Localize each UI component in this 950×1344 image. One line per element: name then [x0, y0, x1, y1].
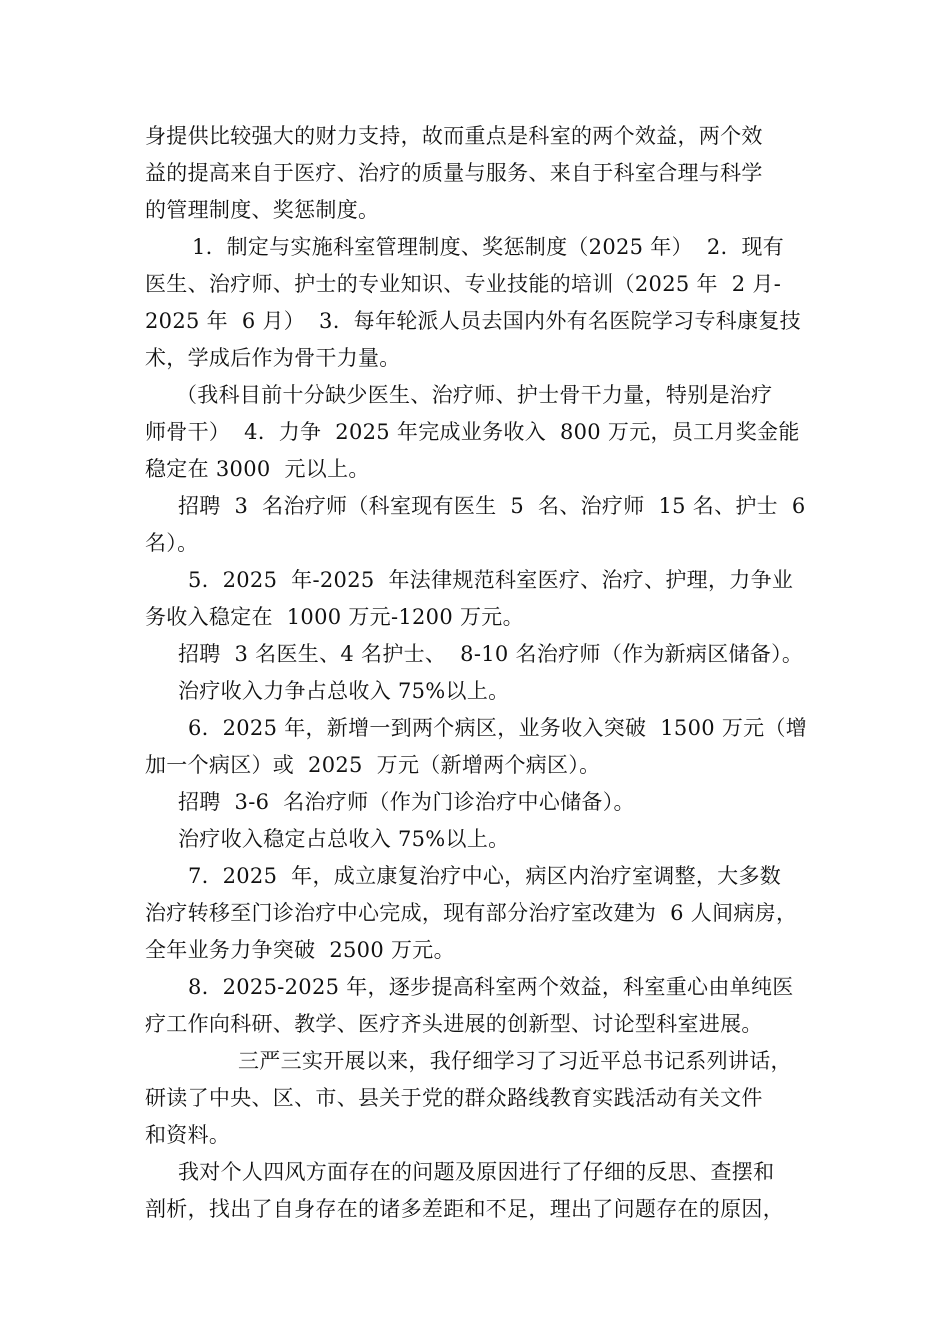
paragraph-line: 7. 2025 年，成立康复治疗中心，病区内治疗室调整，大多数	[188, 864, 782, 888]
paragraph-line: 疗工作向科研、教学、医疗齐头进展的创新型、讨论型科室进展。	[145, 1012, 763, 1036]
paragraph-line: 招聘 3-6 名治疗师（作为门诊治疗中心储备）。	[178, 790, 635, 814]
paragraph-line: 身提供比较强大的财力支持，故而重点是科室的两个效益，两个效	[145, 124, 763, 148]
paragraph-line: 8. 2025-2025 年，逐步提高科室两个效益，科室重心由单纯医	[188, 975, 794, 999]
paragraph-line: 术，学成后作为骨干力量。	[145, 346, 401, 370]
paragraph-line: 益的提高来自于医疗、治疗的质量与服务、来自于科室合理与科学	[145, 161, 763, 185]
paragraph-line: 和资料。	[145, 1123, 231, 1147]
paragraph-line: 稳定在 3000 元以上。	[145, 457, 370, 481]
paragraph-line: 2025 年 6 月） 3. 每年轮派人员去国内外有名医院学习专科康复技	[145, 309, 801, 333]
paragraph-line: 加一个病区）或 2025 万元（新增两个病区）。	[145, 753, 601, 777]
paragraph-line: 招聘 3 名医生、4 名护士、 8-10 名治疗师（作为新病区储备）。	[178, 642, 804, 666]
paragraph-line: 剖析，找出了自身存在的诸多差距和不足，理出了问题存在的原因，	[145, 1197, 784, 1221]
paragraph-line: 治疗收入力争占总收入 75%以上。	[178, 679, 510, 703]
paragraph-line: 名）。	[145, 531, 199, 555]
paragraph-line: （我科目前十分缺少医生、治疗师、护士骨干力量，特别是治疗	[176, 383, 773, 407]
paragraph-line: 我对个人四风方面存在的问题及原因进行了仔细的反思、查摆和	[178, 1160, 775, 1184]
paragraph-line: 治疗收入稳定占总收入 75%以上。	[178, 827, 510, 851]
paragraph-line: 务收入稳定在 1000 万元-1200 万元。	[145, 605, 524, 629]
paragraph-line: 研读了中央、区、市、县关于党的群众路线教育实践活动有关文件	[145, 1086, 763, 1110]
paragraph-line: 5. 2025 年-2025 年法律规范科室医疗、治疗、护理，力争业	[188, 568, 794, 592]
paragraph-line: 治疗转移至门诊治疗中心完成，现有部分治疗室改建为 6 人间病房，	[145, 901, 798, 925]
paragraph-line: 师骨干） 4. 力争 2025 年完成业务收入 800 万元，员工月奖金能	[145, 420, 800, 444]
paragraph-line: 医生、治疗师、护士的专业知识、专业技能的培训（2025 年 2 月-	[145, 272, 782, 296]
paragraph-line: 招聘 3 名治疗师（科室现有医生 5 名、治疗师 15 名、护士 6	[178, 494, 806, 518]
paragraph-line: 6. 2025 年，新增一到两个病区，业务收入突破 1500 万元（增	[188, 716, 808, 740]
paragraph-line: 全年业务力争突破 2500 万元。	[145, 938, 455, 962]
paragraph-line: 的管理制度、奖惩制度。	[145, 198, 380, 222]
paragraph-line: 三严三实开展以来，我仔细学习了习近平总书记系列讲话，	[238, 1049, 792, 1073]
paragraph-line: 1. 制定与实施科室管理制度、奖惩制度（2025 年） 2. 现有	[192, 235, 785, 259]
